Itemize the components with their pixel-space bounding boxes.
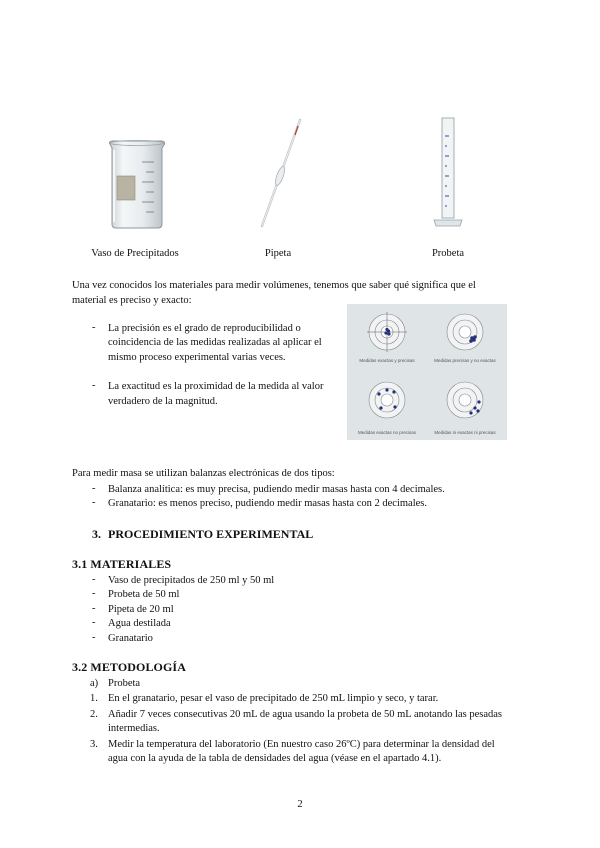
section-3-number: 3. [92, 527, 101, 541]
materiales-heading: 3.1 MATERIALES [72, 557, 172, 571]
precision-line-3: mismo proceso experimental varias veces. [108, 352, 286, 363]
beaker-caption: Vaso de Precipitados [91, 248, 179, 259]
list-bullet: - [92, 497, 96, 508]
step-2-line-2: intermedias. [108, 723, 160, 734]
list-bullet: - [92, 322, 96, 333]
list-bullet: - [92, 632, 96, 643]
step-marker: 1. [90, 693, 98, 704]
step-marker: 3. [90, 739, 98, 750]
pipette-image [256, 118, 306, 230]
intro-line-2: material es preciso y exacto: [72, 295, 192, 306]
list-bullet: - [92, 483, 96, 494]
cylinder-caption: Probeta [431, 248, 465, 259]
precision-line-1: La precisión es el grado de reproducibilidad o [108, 323, 301, 334]
list-bullet: - [92, 603, 96, 614]
step-marker: 2. [90, 709, 98, 720]
metodologia-heading: 3.2 METODOLOGÍA [72, 660, 186, 674]
material-item: Agua destilada [108, 618, 171, 629]
accuracy-line-2: verdadero de la magnitud. [108, 396, 218, 407]
list-bullet: - [92, 380, 96, 391]
precision-line-2: coincidencia de las medidas realizadas al aplicar el [108, 337, 322, 348]
mass-intro: Para medir masa se utilizan balanzas electrónicas de dos tipos: [72, 468, 335, 479]
list-bullet: - [92, 617, 96, 628]
target-label-2: Medidas precisas y no exactas [434, 358, 496, 363]
beaker-image [104, 138, 170, 230]
mass-item-granatario: Granatario: es menos preciso, pudiendo medir masas hasta con 2 decimales. [108, 498, 427, 509]
step-3-line-2: agua con la ayuda de la tabla de densidades del agua (véase en el apartado 4.1). [108, 753, 442, 764]
target-label-4: Medidas ni exactas ni precisas [434, 430, 496, 435]
precision-accuracy-targets-image [347, 304, 507, 440]
sub-title: Probeta [108, 678, 141, 689]
pipette-caption: Pipeta [264, 248, 292, 259]
mass-item-analytical: Balanza analítica: es muy precisa, pudiendo medir masas hasta con 4 decimales. [108, 484, 445, 495]
accuracy-line-1: La exactitud es la proximidad de la medida al valor [108, 381, 324, 392]
material-item: Pipeta de 20 ml [108, 604, 174, 615]
target-label-1: Medidas exactas y precisas [359, 358, 415, 363]
step-1-line-1: En el granatario, pesar el vaso de precipitado de 250 mL limpio y seco, y tarar. [108, 693, 439, 704]
list-bullet: - [92, 588, 96, 599]
sub-marker: a) [90, 678, 99, 689]
cylinder-image [430, 116, 466, 230]
section-3-title: PROCEDIMIENTO EXPERIMENTAL [108, 527, 314, 541]
material-item: Vaso de precipitados de 250 ml y 50 ml [108, 575, 275, 586]
material-item: Probeta de 50 ml [108, 589, 180, 600]
intro-line-1: Una vez conocidos los materiales para medir volúmenes, tenemos que saber qué significa que el [72, 280, 476, 291]
target-label-3: Medidas exactas no precisas [357, 430, 417, 435]
page-number: 2 [297, 799, 303, 810]
list-bullet: - [92, 574, 96, 585]
step-3-line-1: Medir la temperatura del laboratorio (En nuestro caso 26ºC) para determinar la densidad del [108, 739, 495, 750]
material-item: Granatario [108, 633, 153, 644]
step-2-line-1: Añadir 7 veces consecutivas 20 mL de agua usando la probeta de 50 mL anotando las pesadas [108, 709, 503, 720]
